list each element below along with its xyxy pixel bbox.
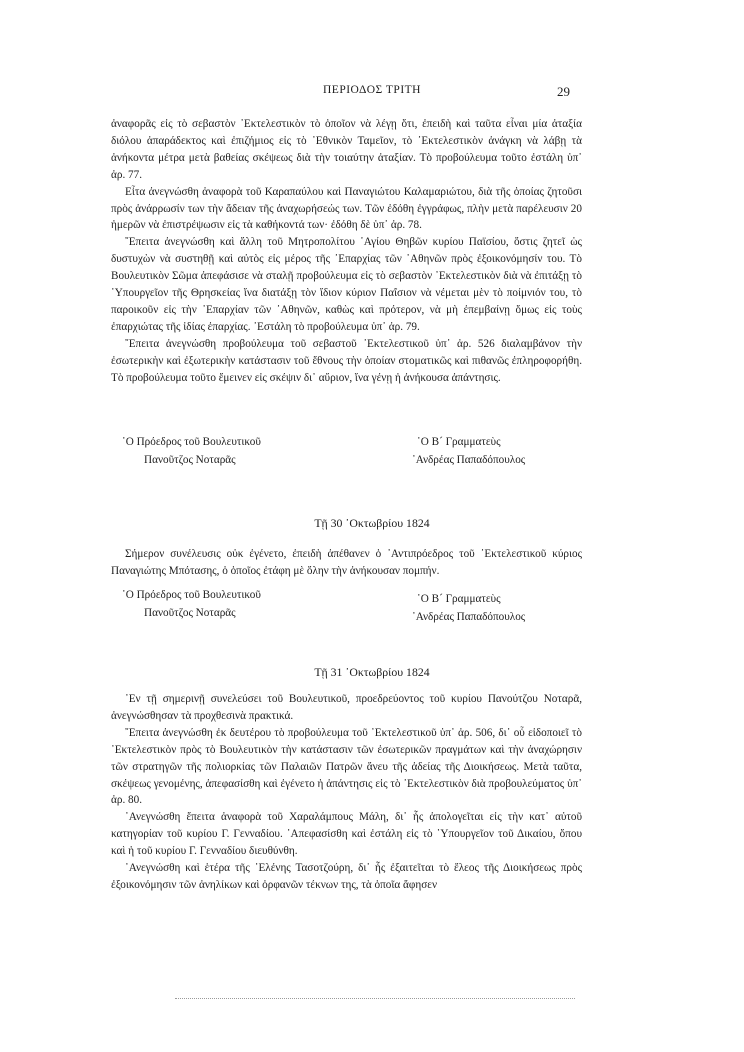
paragraph: Εἶτα ἀνεγνώσθη ἀναφορὰ τοῦ Καραπαύλου καὶ Παναγιώτου Καλαμαριώτου, διὰ τῆς ὁποίας ζητοῦσι πρὸς ἀνάρρωσίν των τὴν ἄδειαν τῆς ἀναχωρήσεώς των. Τῶν ἐδόθη ἐγγράφως, πλὴν μετὰ παρέλευσιν 20 ἡμερῶν νὰ ἐπιστρέψωσιν εἰς τὰ καθήκοντά των· ἐδόθη δὲ ὑπ᾿ ἀρ. 78. xyxy=(111,185,582,232)
signature-role: ῾Ο Β´ Γραμματεὺς xyxy=(417,436,501,448)
signature-name: ᾿Ανδρέας Παπαδόπουλος xyxy=(412,611,526,623)
signature-role: ῾Ο Πρόεδρος τοῦ Βουλευτικοῦ xyxy=(122,589,261,601)
running-header: ΠΕΡΙΟΔΟΣ ΤΡΙΤΗ xyxy=(322,84,421,96)
paragraph: ᾿Εν τῇ σημερινῇ συνελεύσει τοῦ Βουλευτικοῦ, προεδρεύοντος τοῦ κυρίου Πανούτζου Νοταρᾶ, ἀνεγνώσθησαν τὰ προχθεσινὰ πρακτικά. xyxy=(111,693,582,722)
paragraph: ῎Επειτα ἀνεγνώσθη ἐκ δευτέρου τὸ προβούλευμα τοῦ ᾿Εκτελεστικοῦ ὑπ᾿ ἀρ. 506, δι᾿ οὗ εἰδοποιεῖ τὸ ᾿Εκτελεστικὸν πρὸς τὸ Βουλευτικὸν τὴν κατάστασιν τῶν ἐσωτερικῶν πραγμάτων καὶ τὴν ἀναχώρησιν τῶν στρατηγῶν τῆς πολιορκίας τῶν Παλαιῶν Πατρῶν ἄνευ τῆς ἀδείας τῆς Διοικήσεως. Μετὰ ταῦτα, σκέψεως γενομένης, ἀπεφασίσθη καὶ ἐγένετο ἡ ἀπάντησις εἰς τὸ ᾿Εκτελεστικὸν διὰ προβουλεύματος ὑπ᾿ ἀρ. 80. xyxy=(111,726,582,807)
date-heading: Τῇ 30 ᾿Οκτωβρίου 1824 xyxy=(314,516,430,530)
date-heading: Τῇ 31 ᾿Οκτωβρίου 1824 xyxy=(314,665,430,679)
signature-secretary xyxy=(412,433,525,469)
paragraph: Σήμερον συνέλευσις οὐκ ἐγένετο, ἐπειδὴ ἀπέθανεν ὁ ᾿Αντιπρόεδρος τοῦ ᾿Εκτελεστικοῦ κύριος Παναγιώτης Μπότασης, ὁ ὁποῖος ἐτάφη μὲ ὅλην τὴν ἀνήκουσαν πομπήν. xyxy=(111,548,582,577)
paragraph: ᾿Ανεγνώσθη καὶ ἑτέρα τῆς ᾿Ελένης Τασοτζούρη, δι᾿ ἧς ἐξαιτεῖται τὸ ἔλεος τῆς Διοικήσεως πρὸς ἐξοικονόμησιν τῶν ἀνηλίκων καὶ ὀρφανῶν τέκνων της, τὰ ὁποῖα ἄφησεν xyxy=(111,862,582,891)
body-text-section-2 xyxy=(111,546,582,580)
signature-name: Πανοῦτζος Νοταρᾶς xyxy=(144,454,236,466)
paragraph: ἀναφορᾶς εἰς τὸ σεβαστὸν ᾿Εκτελεστικὸν τὸ ὁποῖον νὰ λέγῃ ὅτι, ἐπειδὴ καὶ ταῦτα εἶναι μία ἀταξία διόλου ἀπαράδεκτος καὶ ἐπιζήμιος εἰς τὸ ᾿Εθνικὸν Ταμεῖον, τὸ ᾿Εκτελεστικὸν ἀνάγκη νὰ λάβῃ τὰ ἀνήκοντα μέτρα μετὰ βαθείας σκέψεως διὰ τὴν τοιαύτην ἀταξίαν. Τὸ προβούλευμα τοῦτο ἐστάλη ὑπ᾿ ἀρ. 77. xyxy=(111,118,582,181)
signature-role: ῾Ο Β´ Γραμματεὺς xyxy=(417,593,501,605)
paragraph: ᾿Ανεγνώσθη ἔπειτα ἀναφορὰ τοῦ Χαραλάμπους Μάλη, δι᾿ ἧς ἀπολογεῖται εἰς τὴν κατ᾿ αὐτοῦ κατηγορίαν τοῦ κυρίου Γ. Γενναδίου. ᾿Απεφασίσθη καὶ ἐστάλη εἰς τὸ ῾Υπουργεῖον τοῦ Δικαίου, ὅπου καὶ ἡ τοῦ κυρίου Γ. Γενναδίου διευθύνθη. xyxy=(111,811,582,858)
paragraph: ῎Επειτα ἀνεγνώσθη καὶ ἄλλη τοῦ Μητροπολίτου ῾Αγίου Θηβῶν κυρίου Παϊσίου, ὅστις ζητεῖ ὡς δυστυχὼν νὰ συστηθῇ καὶ αὐτὸς εἰς μέρος τῆς ᾿Επαρχίας τῶν ᾿Αθηνῶν πρὸς ἐξοικονόμησίν του. Τὸ Βουλευτικὸν Σῶμα ἀπεφάσισε νὰ σταλῇ προβούλευμα εἰς τὸ σεβαστὸν ᾿Εκτελεστικὸν διὰ νὰ ἐπιτάξῃ τὸ ῾Υπουργεῖον τῆς Θρησκείας ἵνα διατάξῃ τὸν ἴδιον κύριον Παΐσιον νὰ νέμεται μὲν τὸ ποίμνιόν του, τὸ παροικοῦν εἰς τὴν ᾿Επαρχίαν τῶν ᾿Αθηνῶν, καθὼς καὶ πρότερον, νὰ μὴ ἐπεμβαίνῃ ὅμως εἰς τοὺς ἐπαρχιώτας τῆς ἰδίας ἐπαρχίας. ᾿Εστάλη τὸ προβούλευμα ὑπ᾿ ἀρ. 79. xyxy=(111,236,582,333)
signature-president xyxy=(122,586,261,622)
page-number: 29 xyxy=(557,84,570,99)
body-text-section-3 xyxy=(111,691,582,894)
signature-secretary xyxy=(412,590,525,626)
scan-artifact-divider xyxy=(175,998,575,1003)
paragraph: ῎Επειτα ἀνεγνώσθη προβούλευμα τοῦ σεβαστοῦ ᾿Εκτελεστικοῦ ὑπ᾿ ἀρ. 526 διαλαμβάνον τὴν ἐσωτερικὴν καὶ ἐξωτερικὴν κατάστασιν τοῦ ἔθνους τὴν ὁποίαν στοματικῶς καὶ πιθανῶς ἐπληροφορήθη. Τὸ προβούλευμα τοῦτο ἔμεινεν εἰς σκέψιν δι᾿ αὔριον, ἵνα γένῃ ἡ ἀνήκουσα ἀπάντησις. xyxy=(111,337,582,384)
body-text-section-1 xyxy=(111,116,582,387)
signature-president xyxy=(122,433,261,469)
signature-name: ᾿Ανδρέας Παπαδόπουλος xyxy=(412,454,526,466)
signature-role: ῾Ο Πρόεδρος τοῦ Βουλευτικοῦ xyxy=(122,436,261,448)
signature-name: Πανοῦτζος Νοταρᾶς xyxy=(144,607,236,619)
